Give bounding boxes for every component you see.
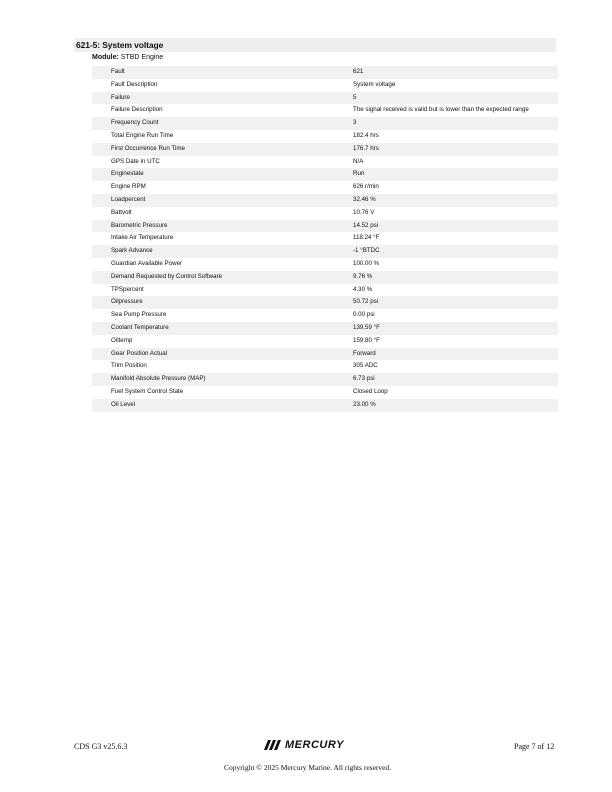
row-label: Intake Air Temperature [111,234,174,242]
fault-details-table [92,66,558,412]
table-row [92,335,558,348]
software-version: CDS G3 v25.6.3 [74,742,128,751]
table-row [92,220,558,233]
table-row [92,207,558,220]
row-value: 14.52 psi [353,221,379,229]
row-value: 305 ADC [353,362,378,370]
row-value: 626 r/min [353,183,379,191]
row-value: 176.7 hrs [353,144,379,152]
module-line [92,54,163,61]
row-value: 100.00 % [353,259,380,267]
row-label: Trim Position [111,362,147,370]
row-label: Enginestate [111,170,144,178]
module-label: Module: [92,54,119,61]
table-row [92,104,558,117]
row-value: 182.4 hrs [353,131,379,139]
table-row [92,92,558,105]
table-row [92,373,558,386]
row-label: Fuel System Control State [111,387,184,395]
row-label: Loadpercent [111,195,146,203]
table-row [92,284,558,297]
row-label: Fault [111,68,125,75]
table-row [92,296,558,309]
table-row [92,360,558,373]
row-value: 5 [353,93,357,101]
row-value: Run [353,170,365,178]
row-label: Barometric Pressure [111,221,168,229]
row-label: TPSpercent [111,285,144,293]
row-value: 159.80 °F [353,336,380,344]
table-row [92,258,558,271]
row-value: -1 °BTDC [353,247,380,255]
row-value: N/A [353,157,364,165]
row-label: Coolant Temperature [111,323,169,331]
table-row [92,168,558,181]
table-row [92,271,558,284]
row-label: Frequency Count [111,119,159,127]
row-value: 9.76 % [353,272,373,280]
row-value: 621 [353,68,364,75]
row-value: 32.46 % [353,195,376,203]
row-label: Total Engine Run Time [111,131,174,139]
row-value: 3 [353,119,357,127]
table-row [92,194,558,207]
row-value: 50.72 psi [353,298,379,306]
row-label: Manifold Absolute Pressure (MAP) [111,375,206,383]
table-row [92,181,558,194]
row-label: Guardian Available Power [111,259,183,267]
row-value: 139.59 °F [353,323,380,331]
row-label: Gear Position Actual [111,349,168,357]
table-row [92,399,558,412]
row-label: Sea Pump Pressure [111,311,167,319]
row-label: Oilpressure [111,298,143,306]
row-label: GPS Date in UTC [111,157,160,165]
table-row [92,143,558,156]
row-label: Spark Advance [111,247,153,255]
row-label: First Occurrence Run Time [111,144,185,152]
table-row [92,348,558,361]
row-value: 6.73 psi [353,375,375,383]
table-row [92,245,558,258]
row-value: Forward [353,349,376,357]
row-value: Closed Loop [353,387,388,395]
row-label: Oil Level [111,400,136,408]
table-row [92,386,558,399]
row-value: 10.76 V [353,208,375,216]
row-label: Demand Requested by Control Software [111,272,223,280]
table-row [92,79,558,92]
row-value: 4.30 % [353,285,373,293]
table-row [92,309,558,322]
brand-name: MERCURY [285,739,344,751]
row-label: Oiltemp [111,336,133,344]
fault-title: 621-5: System voltage [76,40,164,50]
table-row [92,117,558,130]
table-row [92,322,558,335]
mercury-logo [262,738,344,752]
row-label: Engine RPM [111,183,146,191]
row-label: Failure [111,93,130,101]
row-value: The signal received is valid but is lower than the expected range [353,106,529,114]
mercury-wave-logo-icon [262,738,282,752]
module-value: STBD Engine [120,54,164,61]
row-value: 118.24 °F [353,234,380,242]
row-value: 23.00 % [353,400,376,408]
table-row [92,232,558,245]
table-row [92,156,558,169]
copyright-notice: Copyright © 2025 Mercury Marine. All rights reserved. [224,763,392,772]
row-label: Battvolt [111,208,132,216]
page-number: Page 7 of 12 [514,742,555,751]
row-label: Fault Description [111,80,158,88]
table-row [92,66,558,79]
row-value: System voltage [353,80,396,88]
table-row [92,130,558,143]
row-label: Failure Description [111,106,163,114]
row-value: 0.00 psi [353,311,375,319]
